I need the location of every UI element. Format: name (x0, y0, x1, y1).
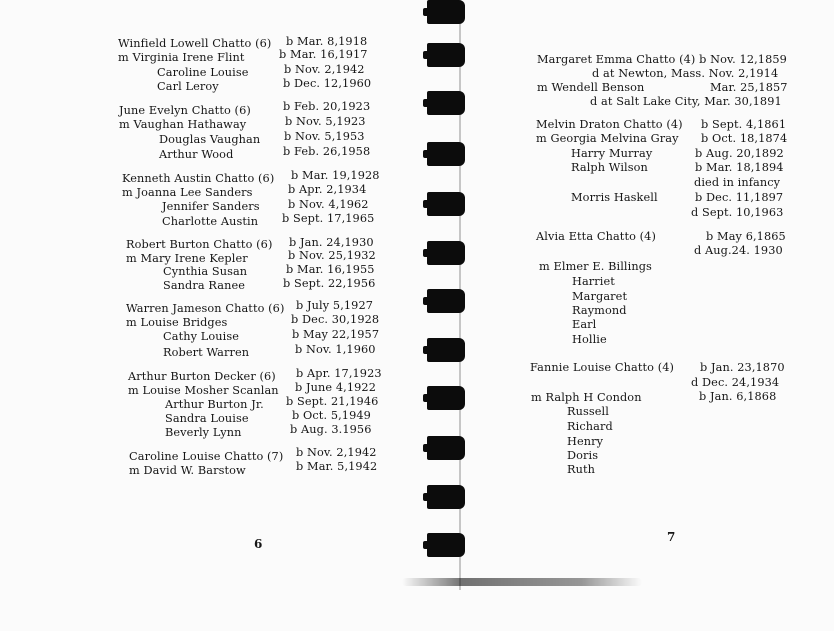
entry-date: d Dec. 24,1934 (691, 376, 780, 389)
binding-ring (427, 0, 465, 24)
entry-name: Douglas Vaughan (159, 133, 261, 146)
entry-name: Beverly Lynn (165, 426, 242, 439)
entry-date: b Feb. 20,1923 (283, 100, 371, 113)
entry-name: Harriet (572, 275, 615, 288)
entry-name: m Georgia Melvina Gray (536, 132, 679, 145)
entry-date: d Aug.24. 1930 (694, 244, 783, 257)
entry-name: June Evelyn Chatto (6) (119, 104, 251, 117)
binding-ring (427, 485, 465, 509)
entry-name: Margaret (572, 290, 628, 303)
entry-name: Harry Murray (571, 147, 653, 160)
binding-ring (427, 338, 465, 362)
entry-date: b Sept. 4,1861 (701, 118, 787, 131)
entry-date: b Dec. 30,1928 (291, 313, 380, 326)
entry-date: b Apr. 17,1923 (296, 367, 382, 380)
entry-date: b Sept. 21,1946 (286, 395, 379, 408)
binding-ring (427, 289, 465, 313)
binding-ring (427, 533, 465, 557)
entry-name: Earl (572, 318, 597, 331)
entry-name: m Wendell Benson (537, 81, 645, 94)
entry-name: m Louise Bridges (126, 316, 228, 329)
entry-name: Charlotte Austin (162, 215, 259, 228)
entry-name: Sandra Ranee (163, 279, 246, 292)
entry-date: b June 4,1922 (295, 381, 377, 394)
entry-name: m Virginia Irene Flint (118, 51, 245, 64)
entry-date: died in infancy (694, 176, 781, 189)
entry-date: b May 6,1865 (706, 230, 786, 243)
entry-date: b Feb. 26,1958 (283, 145, 371, 158)
entry-name: m Elmer E. Billings (539, 260, 652, 273)
entry-name: Melvin Draton Chatto (4) (536, 118, 683, 131)
entry-name: Caroline Louise Chatto (7) (129, 450, 284, 463)
entry-date: b Sept. 22,1956 (283, 277, 376, 290)
entry-name: Cathy Louise (163, 330, 240, 343)
entry-date: b Aug. 20,1892 (695, 147, 784, 160)
entry-date: b Dec. 11,1897 (695, 191, 784, 204)
entry-name: Winfield Lowell Chatto (6) (118, 37, 272, 50)
binding-ring (427, 43, 465, 67)
entry-date: b Nov. 25,1932 (288, 249, 376, 262)
entry-name: Henry (567, 435, 604, 448)
entry-name: m David W. Barstow (129, 464, 246, 477)
entry-name: Caroline Louise (157, 66, 249, 79)
entry-date: b Nov. 5,1923 (285, 115, 366, 128)
entry-date: b May 22,1957 (292, 328, 380, 341)
entry-date: b Dec. 12,1960 (283, 77, 372, 90)
entry-name: m Vaughan Hathaway (119, 118, 247, 131)
entry-date: b Oct. 5,1949 (292, 409, 371, 422)
page-number: 6 (254, 537, 263, 551)
entry-date: b Nov. 2,1942 (284, 63, 365, 76)
binding-ring (427, 241, 465, 265)
entry-name: d at Salt Lake City, Mar. 30,1891 (590, 95, 782, 108)
entry-date: b Mar. 19,1928 (291, 169, 380, 182)
entry-name: Richard (567, 420, 613, 433)
entry-date: b Oct. 18,1874 (701, 132, 788, 145)
entry-name: Robert Burton Chatto (6) (126, 238, 273, 251)
entry-name: Raymond (572, 304, 627, 317)
entry-name: Ruth (567, 463, 595, 476)
entry-date: b Mar. 16,1917 (279, 48, 368, 61)
entry-date: b Jan. 24,1930 (289, 236, 374, 249)
entry-name: Carl Leroy (157, 80, 219, 93)
binding-ring (427, 91, 465, 115)
page-number: 7 (667, 530, 676, 544)
entry-name: Arthur Burton Decker (6) (128, 370, 276, 383)
entry-name: Robert Warren (163, 346, 250, 359)
entry-date: b Aug. 3.1956 (290, 423, 372, 436)
entry-name: Kenneth Austin Chatto (6) (122, 172, 275, 185)
entry-date: d Sept. 10,1963 (691, 206, 784, 219)
entry-date: b Jan. 6,1868 (699, 390, 777, 403)
entry-date: b Nov. 5,1953 (284, 130, 365, 143)
entry-name: Arthur Burton Jr. (165, 398, 264, 411)
entry-date: b Mar. 18,1894 (695, 161, 784, 174)
entry-date: b Sept. 17,1965 (282, 212, 375, 225)
entry-name: Warren Jameson Chatto (6) (126, 302, 285, 315)
entry-name: Russell (567, 405, 609, 418)
entry-name: Doris (567, 449, 599, 462)
entry-name: m Joanna Lee Sanders (122, 186, 253, 199)
entry-date: b Nov. 4,1962 (288, 198, 369, 211)
entry-name: Fannie Louise Chatto (4) (530, 361, 675, 374)
binding-ring (427, 436, 465, 460)
entry-date: b Mar. 5,1942 (296, 460, 378, 473)
entry-name: Morris Haskell (571, 191, 658, 204)
binding-ring (427, 192, 465, 216)
entry-name: m Louise Mosher Scanlan (128, 384, 279, 397)
entry-date: b Mar. 8,1918 (286, 35, 368, 48)
entry-name: Ralph Wilson (571, 161, 648, 174)
entry-date: Mar. 25,1857 (710, 81, 788, 94)
entry-name: Hollie (572, 333, 607, 346)
entry-date: b Mar. 16,1955 (286, 263, 375, 276)
binding-ring (427, 142, 465, 166)
entry-name: Arthur Wood (159, 148, 234, 161)
entry-name: Jennifer Sanders (162, 200, 260, 213)
entry-name: Margaret Emma Chatto (4) b Nov. 12,1859 (537, 53, 787, 66)
spiral-binding (420, 0, 470, 631)
entry-date: b Nov. 1,1960 (295, 343, 376, 356)
binding-ring (427, 386, 465, 410)
entry-date: b Nov. 2,1942 (296, 446, 377, 459)
entry-name: Cynthia Susan (163, 265, 248, 278)
entry-date: b July 5,1927 (296, 299, 374, 312)
entry-name: Alvia Etta Chatto (4) (536, 230, 656, 243)
entry-name: d at Newton, Mass. Nov. 2,1914 (592, 67, 779, 80)
entry-name: Sandra Louise (165, 412, 249, 425)
entry-name: m Ralph H Condon (531, 391, 642, 404)
entry-date: b Apr. 2,1934 (288, 183, 367, 196)
entry-date: b Jan. 23,1870 (700, 361, 785, 374)
entry-name: m Mary Irene Kepler (126, 252, 248, 265)
right-page (470, 0, 834, 631)
